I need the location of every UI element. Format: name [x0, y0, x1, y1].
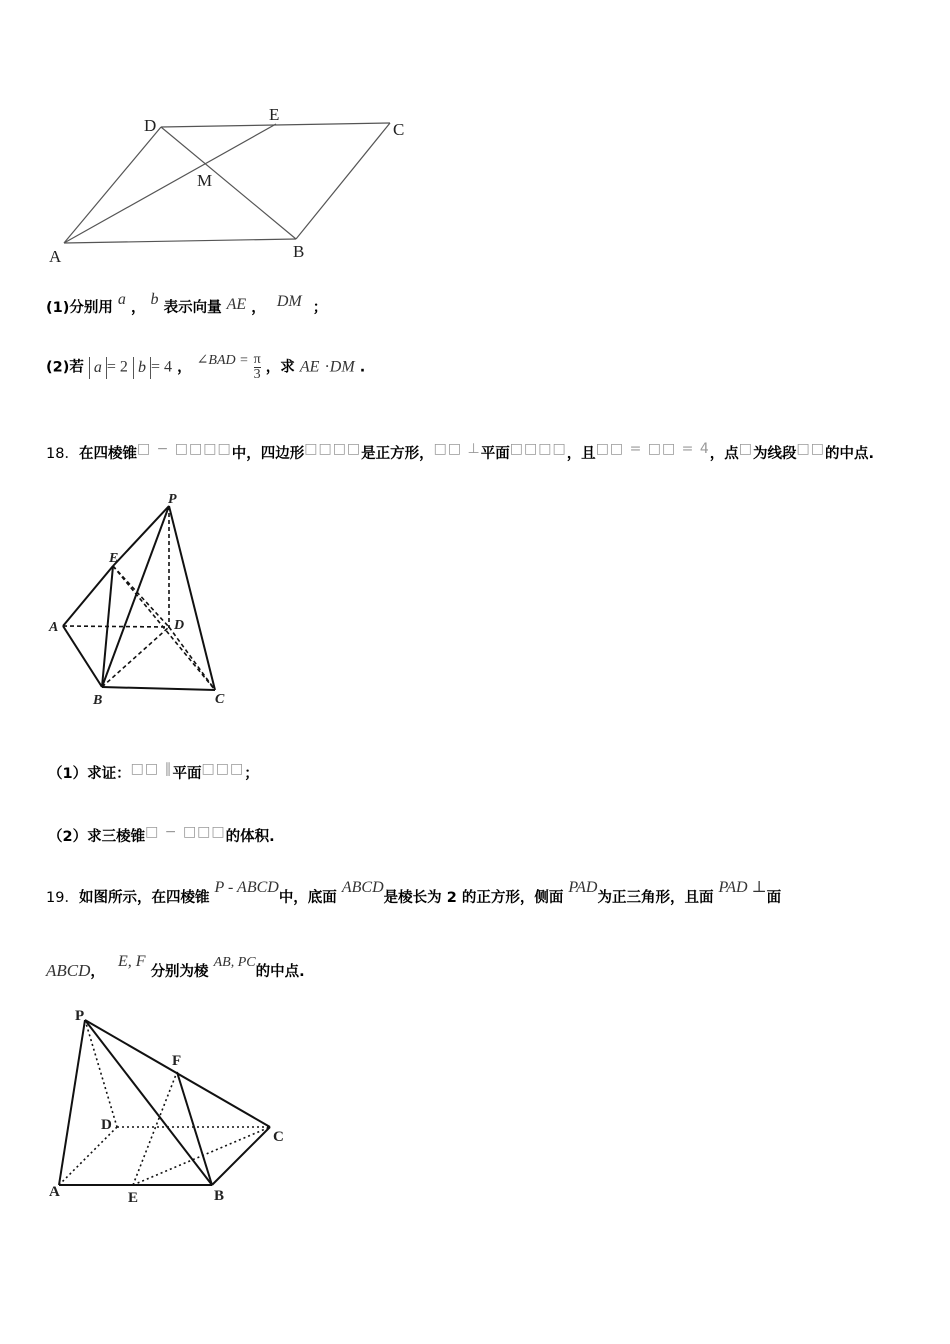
label-m: M: [197, 171, 213, 190]
q18-text: 平面: [480, 446, 510, 462]
math-b: b: [150, 291, 159, 308]
segment-db: [161, 127, 296, 239]
q18-sub2-end: 的体积.: [225, 829, 275, 845]
label-c: C: [393, 120, 405, 139]
math-pad: PAD: [568, 879, 598, 896]
math-pad-perp: PAD ⊥: [718, 879, 767, 896]
frac-num: π: [253, 352, 261, 367]
math-a: a: [117, 291, 126, 308]
q17-p2-prefix: (2)若: [46, 359, 84, 376]
q17-part1: [46, 291, 328, 317]
q19-text: 如图所示，在四棱锥: [78, 890, 210, 906]
q17-p1-prefix: (1)分别用: [46, 300, 113, 316]
edge-pc: [169, 506, 215, 690]
punct: ，: [251, 300, 266, 316]
q18-text: 为线段: [753, 446, 797, 462]
math-placeholder: □□□□: [509, 441, 567, 457]
edge-ab: [64, 239, 296, 243]
label-a: A: [49, 1184, 60, 1200]
math-angle-bad: ∠BAD =: [196, 352, 249, 368]
math-abs-a: a: [89, 357, 107, 379]
q18-stem: [46, 442, 874, 463]
label-c: C: [273, 1129, 284, 1145]
q19-text: 的中点.: [255, 964, 305, 980]
label-b: B: [93, 693, 103, 708]
q19-stem-line2: [46, 953, 305, 981]
label-p: P: [75, 1008, 85, 1024]
segment-ef: [133, 1072, 177, 1185]
punct: ，: [177, 359, 192, 376]
q18-sub1: [48, 762, 259, 783]
q18-sub2-prefix: （2）求三棱锥: [48, 829, 146, 845]
q19-text: 是棱长为 2 的正方形，侧面: [383, 890, 564, 906]
math-dm: DM: [276, 293, 302, 310]
q18-sub2: [48, 825, 275, 846]
math-abcd: ABCD: [46, 961, 91, 980]
segment-fb: [177, 1072, 212, 1185]
edge-ad: [64, 127, 161, 243]
label-f: F: [172, 1053, 182, 1069]
edge-pb: [102, 506, 169, 687]
math-placeholder: □□ ∥: [130, 761, 173, 777]
frac-den: 3: [253, 367, 261, 382]
label-e: E: [128, 1190, 139, 1206]
label-b: B: [214, 1188, 225, 1204]
edge-pb: [85, 1020, 212, 1185]
label-a: A: [49, 620, 59, 635]
punct: .: [359, 359, 366, 376]
figure-pyramid-ef: [45, 1005, 305, 1210]
math-frac-pi-3: [254, 353, 261, 382]
math-dm: DM: [329, 358, 355, 376]
math-placeholder: □□: [796, 441, 825, 457]
q19-text: 面: [766, 890, 782, 906]
figure-parallelogram: [40, 105, 420, 270]
label-d: D: [101, 1117, 112, 1133]
edge-ad: [63, 626, 169, 627]
q17-part2: [46, 353, 365, 382]
q18-number: 18．: [46, 446, 79, 462]
q17-p2-ask: ，求: [265, 359, 295, 376]
q18-sub1-mid: 平面: [172, 766, 202, 782]
q19-text: 分别为棱: [150, 964, 209, 980]
label-d: D: [174, 618, 185, 633]
label-a: A: [49, 247, 62, 266]
math-placeholder: □□□□: [304, 441, 362, 457]
edge-bc: [212, 1127, 270, 1185]
label-b: B: [293, 242, 305, 261]
q17-p1-mid: 表示向量: [163, 300, 222, 316]
punct: ，: [90, 964, 105, 980]
segment-ec: [133, 1127, 270, 1185]
math-placeholder: □: [738, 441, 754, 457]
math-eq1: = 2: [106, 358, 128, 376]
edge-bc: [102, 687, 215, 690]
q19-text: 中，底面: [278, 890, 337, 906]
segment-ed: [113, 566, 169, 627]
math-dot: ·: [324, 358, 330, 376]
q19-number: 19．: [46, 890, 79, 906]
punct: ；: [244, 766, 259, 782]
edge-ea: [63, 566, 113, 626]
label-e: E: [269, 105, 280, 124]
label-d: D: [144, 116, 157, 135]
math-ae: AE: [299, 358, 320, 376]
q18-text: 是正方形，: [361, 446, 434, 462]
q18-text: ，且: [566, 446, 596, 462]
math-placeholder: □ − □□□□: [136, 441, 232, 457]
edge-bc: [296, 123, 390, 239]
label-p: P: [168, 492, 177, 507]
math-placeholder: □□ = □□ = 4: [595, 441, 710, 457]
math-e-f: E, F: [117, 953, 146, 970]
math-ae: AE: [226, 296, 247, 313]
edge-pa: [59, 1020, 85, 1185]
q19-text: 为正三角形，且面: [597, 890, 714, 906]
math-abs-b: b: [133, 357, 151, 379]
punct: ，: [130, 300, 146, 316]
q19-stem-line1: [46, 879, 782, 907]
math-placeholder: □□ ⊥: [433, 441, 481, 457]
math-ab-pc: AB, PC: [213, 955, 256, 970]
q18-sub1-prefix: （1）求证：: [48, 766, 131, 782]
label-c: C: [215, 692, 225, 707]
math-placeholder: □ − □□□: [145, 824, 226, 840]
segment-ae: [64, 124, 276, 243]
math-p-abcd: P - ABCD: [214, 879, 279, 896]
edge-pa-top: [113, 506, 169, 566]
q18-text: 中，四边形: [231, 446, 305, 462]
math-abcd: ABCD: [341, 879, 384, 896]
q18-text: 在四棱锥: [78, 446, 137, 462]
math-placeholder: □□□: [201, 761, 245, 777]
math-eq2: = 4: [151, 358, 173, 376]
label-e: E: [109, 551, 119, 566]
q18-text: ，点: [709, 446, 739, 462]
punct: ；: [312, 300, 328, 316]
q18-text: 的中点.: [824, 446, 874, 462]
edge-ab: [63, 626, 102, 687]
figure-pyramid-pabcd: [45, 490, 245, 710]
